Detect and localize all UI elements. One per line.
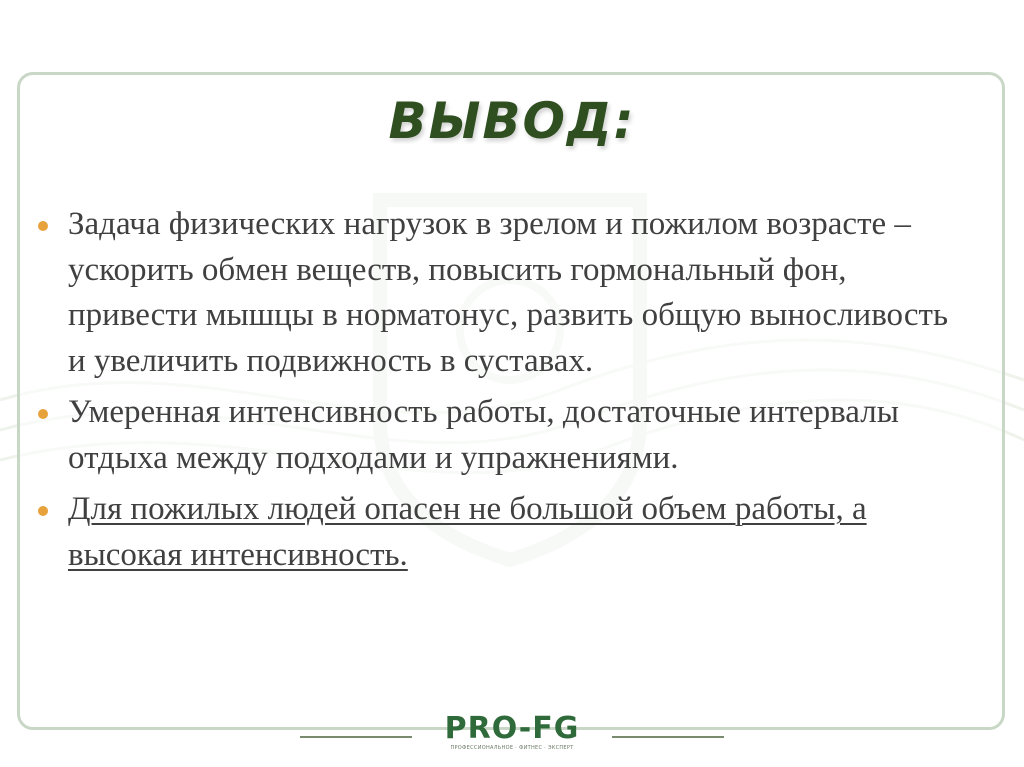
bullet-dot-icon <box>38 506 48 516</box>
bullet-text-underlined: Для пожилых людей опасен не большой объем работы, а высокая интенсивность. <box>68 491 867 573</box>
footer-divider-left <box>300 736 412 738</box>
bullet-item <box>36 390 966 481</box>
footer-divider-right <box>612 736 724 738</box>
bullet-item <box>36 487 966 578</box>
logo-text: PRO-FG <box>444 711 580 746</box>
bullet-text: Задача физических нагрузок в зрелом и пожилом возрасте – ускорить обмен веществ, повысить гормональный фон, привести мышцы в норматонус, развить общую выносливость и увеличить подвижность в суставах. <box>68 206 948 379</box>
logo-subtext: ПРОФЕССИОНАЛЬНОЕ · ФИТНЕС · ЭКСПЕРТ <box>450 745 574 751</box>
pro-fg-logo <box>412 713 612 751</box>
bullet-text: Умеренная интенсивность работы, достаточные интервалы отдыха между подходами и упражнениями. <box>68 394 899 476</box>
bullet-item <box>36 202 966 384</box>
bullet-dot-icon <box>38 221 48 231</box>
slide-title: ВЫВОД: <box>388 92 636 150</box>
bullet-list <box>36 202 966 584</box>
bullet-dot-icon <box>38 409 48 419</box>
